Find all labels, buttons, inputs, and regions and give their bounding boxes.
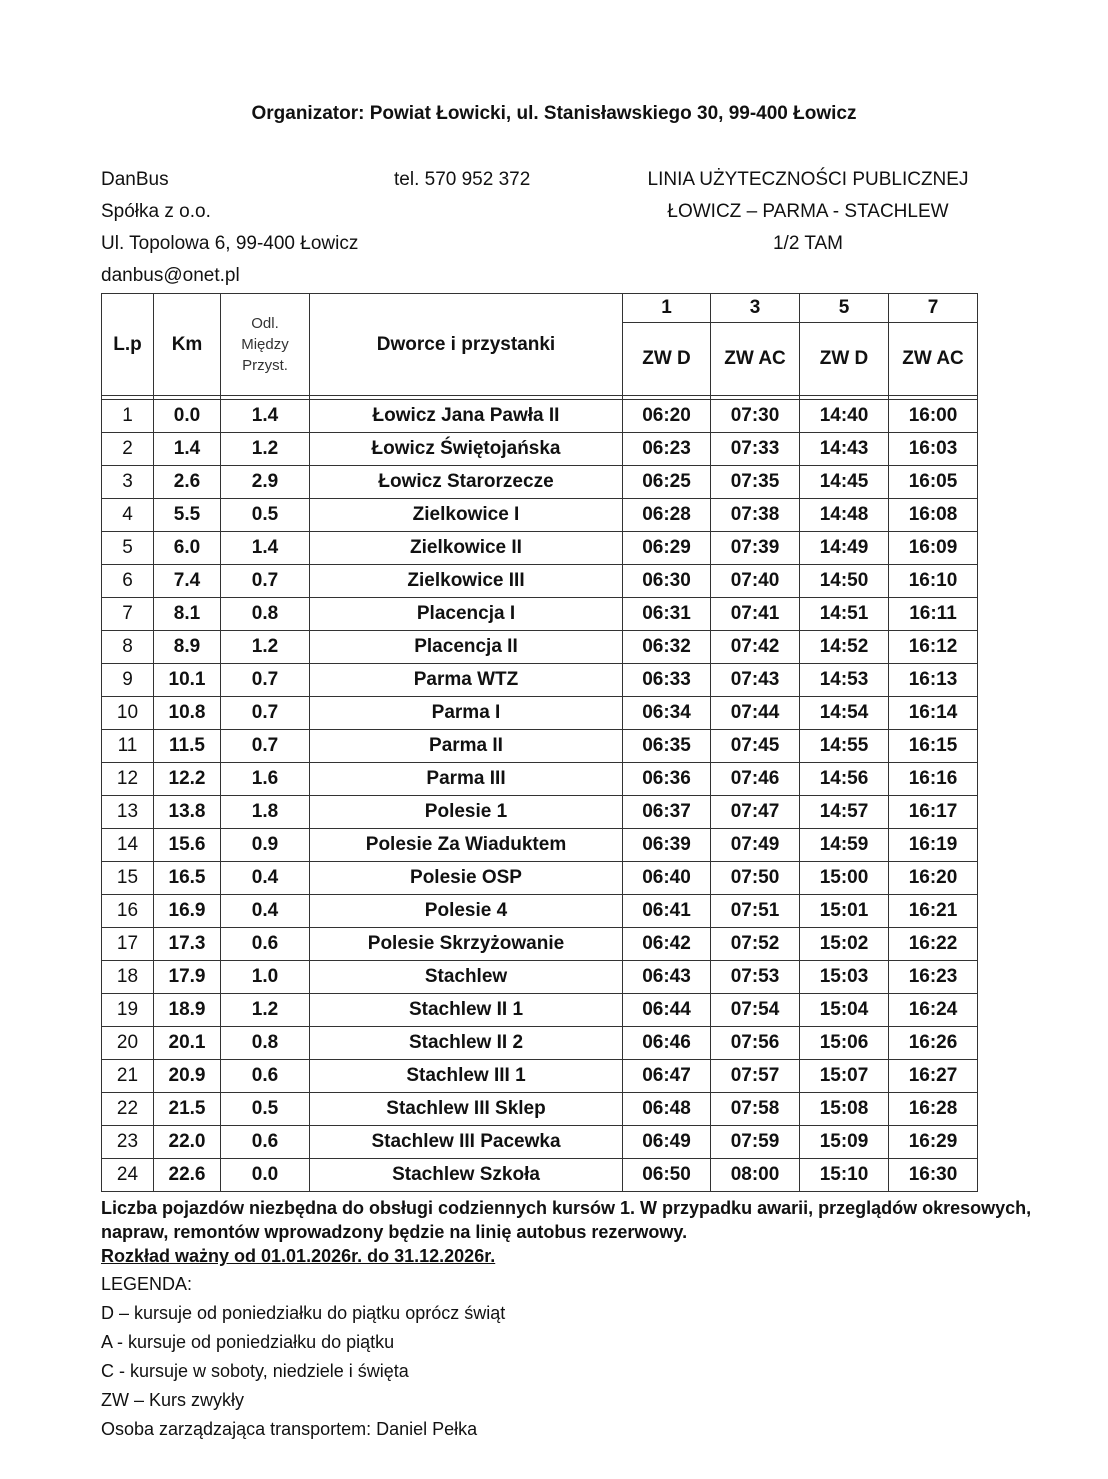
row-departure-time: 07:47: [711, 796, 800, 829]
table-row: [102, 895, 978, 928]
row-distance: 1.4: [221, 400, 310, 433]
row-departure-time: 06:32: [623, 631, 711, 664]
row-departure-time: 07:57: [711, 1060, 800, 1093]
row-departure-time: 16:24: [889, 994, 978, 1027]
row-departure-time: 07:52: [711, 928, 800, 961]
row-distance: 2.9: [221, 466, 310, 499]
row-distance: 0.4: [221, 895, 310, 928]
table-row: [102, 961, 978, 994]
row-departure-time: 07:35: [711, 466, 800, 499]
row-km: 2.6: [154, 466, 221, 499]
row-departure-time: 07:38: [711, 499, 800, 532]
table-row: [102, 1060, 978, 1093]
row-distance: 0.6: [221, 928, 310, 961]
row-number: 18: [102, 961, 154, 994]
table-row: [102, 1027, 978, 1060]
row-departure-time: 14:57: [800, 796, 889, 829]
timetable: [101, 293, 978, 1192]
row-departure-time: 06:23: [623, 433, 711, 466]
row-stop-name: Zielkowice I: [310, 499, 623, 532]
row-km: 7.4: [154, 565, 221, 598]
row-stop-name: Zielkowice II: [310, 532, 623, 565]
row-departure-time: 06:44: [623, 994, 711, 1027]
row-number: 19: [102, 994, 154, 1027]
row-km: 10.1: [154, 664, 221, 697]
row-km: 5.5: [154, 499, 221, 532]
row-number: 13: [102, 796, 154, 829]
row-number: 3: [102, 466, 154, 499]
row-stop-name: Polesie OSP: [310, 862, 623, 895]
row-number: 14: [102, 829, 154, 862]
table-row: [102, 1159, 978, 1192]
row-departure-time: 14:50: [800, 565, 889, 598]
row-km: 17.3: [154, 928, 221, 961]
row-departure-time: 06:43: [623, 961, 711, 994]
row-stop-name: Parma I: [310, 697, 623, 730]
row-departure-time: 15:01: [800, 895, 889, 928]
row-km: 21.5: [154, 1093, 221, 1126]
row-stop-name: Parma II: [310, 730, 623, 763]
row-number: 6: [102, 565, 154, 598]
row-number: 20: [102, 1027, 154, 1060]
row-departure-time: 16:10: [889, 565, 978, 598]
row-distance: 0.7: [221, 565, 310, 598]
row-departure-time: 07:51: [711, 895, 800, 928]
row-departure-time: 07:59: [711, 1126, 800, 1159]
table-row: [102, 994, 978, 1027]
legend-item: A - kursuje od poniedziałku do piątku: [101, 1332, 395, 1352]
row-number: 21: [102, 1060, 154, 1093]
table-row: [102, 730, 978, 763]
row-number: 17: [102, 928, 154, 961]
row-distance: 0.7: [221, 664, 310, 697]
row-stop-name: Stachlew III Sklep: [310, 1093, 623, 1126]
course-code: ZW D: [800, 323, 889, 396]
legend-item: ZW – Kurs zwykły: [101, 1390, 245, 1410]
row-departure-time: 14:45: [800, 466, 889, 499]
row-departure-time: 16:14: [889, 697, 978, 730]
row-number: 11: [102, 730, 154, 763]
row-departure-time: 16:05: [889, 466, 978, 499]
row-km: 12.2: [154, 763, 221, 796]
row-departure-time: 06:47: [623, 1060, 711, 1093]
row-number: 22: [102, 1093, 154, 1126]
row-km: 6.0: [154, 532, 221, 565]
row-km: 17.9: [154, 961, 221, 994]
table-row: [102, 1093, 978, 1126]
table-row: [102, 928, 978, 961]
row-departure-time: 07:45: [711, 730, 800, 763]
col-header-lp: L.p: [102, 294, 154, 396]
row-departure-time: 15:02: [800, 928, 889, 961]
row-distance: 1.2: [221, 631, 310, 664]
row-distance: 1.8: [221, 796, 310, 829]
row-departure-time: 16:13: [889, 664, 978, 697]
row-departure-time: 15:03: [800, 961, 889, 994]
row-stop-name: Polesie 4: [310, 895, 623, 928]
row-departure-time: 06:42: [623, 928, 711, 961]
row-departure-time: 07:41: [711, 598, 800, 631]
row-departure-time: 07:49: [711, 829, 800, 862]
row-departure-time: 14:40: [800, 400, 889, 433]
row-departure-time: 16:29: [889, 1126, 978, 1159]
row-stop-name: Polesie Za Wiaduktem: [310, 829, 623, 862]
row-stop-name: Stachlew II 2: [310, 1027, 623, 1060]
table-row: [102, 499, 978, 532]
row-stop-name: Parma III: [310, 763, 623, 796]
row-departure-time: 16:28: [889, 1093, 978, 1126]
legend-title: LEGENDA:: [101, 1274, 193, 1294]
table-row: [102, 829, 978, 862]
organizer-heading: Organizator: Powiat Łowicki, ul. Stanisławskiego 30, 99-400 Łowicz: [251, 103, 857, 124]
row-departure-time: 07:50: [711, 862, 800, 895]
row-departure-time: 06:35: [623, 730, 711, 763]
table-row: [102, 532, 978, 565]
legend: [101, 1270, 505, 1444]
row-km: 18.9: [154, 994, 221, 1027]
operator-form: Spółka z o.o.: [101, 201, 211, 222]
row-distance: 0.5: [221, 1093, 310, 1126]
row-departure-time: 15:08: [800, 1093, 889, 1126]
table-row: [102, 1126, 978, 1159]
row-departure-time: 06:39: [623, 829, 711, 862]
table-row: [102, 796, 978, 829]
row-departure-time: 07:46: [711, 763, 800, 796]
vehicles-note-line2: napraw, remontów wprowadzony będzie na linię autobus rezerwowy.: [101, 1222, 688, 1242]
row-distance: 0.9: [221, 829, 310, 862]
row-number: 9: [102, 664, 154, 697]
row-departure-time: 16:12: [889, 631, 978, 664]
course-code: ZW D: [623, 323, 711, 396]
row-departure-time: 16:26: [889, 1027, 978, 1060]
row-departure-time: 06:37: [623, 796, 711, 829]
row-distance: 0.6: [221, 1126, 310, 1159]
row-departure-time: 07:54: [711, 994, 800, 1027]
course-number: 1: [623, 294, 711, 323]
row-departure-time: 16:22: [889, 928, 978, 961]
row-number: 12: [102, 763, 154, 796]
row-departure-time: 07:56: [711, 1027, 800, 1060]
row-stop-name: Polesie Skrzyżowanie: [310, 928, 623, 961]
row-stop-name: Stachlew II 1: [310, 994, 623, 1027]
row-departure-time: 14:48: [800, 499, 889, 532]
row-number: 23: [102, 1126, 154, 1159]
row-departure-time: 16:16: [889, 763, 978, 796]
row-distance: 1.4: [221, 532, 310, 565]
row-departure-time: 16:19: [889, 829, 978, 862]
row-departure-time: 06:46: [623, 1027, 711, 1060]
line-direction: 1/2 TAM: [772, 233, 844, 254]
row-departure-time: 16:00: [889, 400, 978, 433]
col-header-distance: Odl. Między Przyst.: [221, 294, 310, 396]
row-departure-time: 07:39: [711, 532, 800, 565]
row-departure-time: 07:30: [711, 400, 800, 433]
row-departure-time: 16:23: [889, 961, 978, 994]
row-departure-time: 06:31: [623, 598, 711, 631]
operator-info: [101, 164, 358, 292]
operator-address: Ul. Topolowa 6, 99-400 Łowicz: [101, 233, 359, 254]
row-km: 8.9: [154, 631, 221, 664]
row-number: 8: [102, 631, 154, 664]
row-distance: 0.8: [221, 598, 310, 631]
row-stop-name: Stachlew III 1: [310, 1060, 623, 1093]
row-departure-time: 06:36: [623, 763, 711, 796]
row-departure-time: 14:49: [800, 532, 889, 565]
operator-phone: tel. 570 952 372: [394, 169, 531, 190]
row-departure-time: 06:30: [623, 565, 711, 598]
table-row: [102, 631, 978, 664]
row-departure-time: 14:51: [800, 598, 889, 631]
row-departure-time: 15:00: [800, 862, 889, 895]
row-departure-time: 06:20: [623, 400, 711, 433]
row-number: 7: [102, 598, 154, 631]
row-stop-name: Placencja II: [310, 631, 623, 664]
transport-manager: Osoba zarządzająca transportem: Daniel Pełka: [101, 1419, 478, 1439]
line-info: [620, 164, 996, 260]
row-departure-time: 14:52: [800, 631, 889, 664]
row-departure-time: 07:53: [711, 961, 800, 994]
row-number: 24: [102, 1159, 154, 1192]
row-departure-time: 16:27: [889, 1060, 978, 1093]
table-row: [102, 400, 978, 433]
col-header-km: Km: [154, 294, 221, 396]
row-departure-time: 15:06: [800, 1027, 889, 1060]
row-km: 10.8: [154, 697, 221, 730]
row-stop-name: Łowicz Starorzecze: [310, 466, 623, 499]
row-number: 15: [102, 862, 154, 895]
row-departure-time: 06:40: [623, 862, 711, 895]
line-route: ŁOWICZ – PARMA - STACHLEW: [667, 201, 949, 222]
row-departure-time: 14:43: [800, 433, 889, 466]
row-departure-time: 08:00: [711, 1159, 800, 1192]
operator-name: DanBus: [101, 169, 169, 190]
course-number: 5: [800, 294, 889, 323]
row-departure-time: 15:07: [800, 1060, 889, 1093]
row-departure-time: 16:17: [889, 796, 978, 829]
vehicles-note-line1: Liczba pojazdów niezbędna do obsługi codziennych kursów 1. W przypadku awarii, przeglądów okresowych,: [101, 1198, 1032, 1218]
row-departure-time: 06:34: [623, 697, 711, 730]
row-departure-time: 06:33: [623, 664, 711, 697]
row-stop-name: Stachlew Szkoła: [310, 1159, 623, 1192]
course-code: ZW AC: [711, 323, 800, 396]
row-distance: 1.6: [221, 763, 310, 796]
row-km: 20.1: [154, 1027, 221, 1060]
table-row: [102, 664, 978, 697]
row-distance: 1.0: [221, 961, 310, 994]
row-departure-time: 16:15: [889, 730, 978, 763]
notes: [101, 1196, 1031, 1268]
table-row: [102, 433, 978, 466]
row-number: 10: [102, 697, 154, 730]
row-departure-time: 14:54: [800, 697, 889, 730]
row-departure-time: 16:08: [889, 499, 978, 532]
table-row: [102, 862, 978, 895]
row-stop-name: Stachlew III Pacewka: [310, 1126, 623, 1159]
row-km: 11.5: [154, 730, 221, 763]
row-departure-time: 16:30: [889, 1159, 978, 1192]
row-stop-name: Zielkowice III: [310, 565, 623, 598]
row-departure-time: 14:56: [800, 763, 889, 796]
row-stop-name: Łowicz Świętojańska: [310, 433, 623, 466]
row-departure-time: 06:29: [623, 532, 711, 565]
row-departure-time: 06:28: [623, 499, 711, 532]
table-row: [102, 598, 978, 631]
row-km: 16.9: [154, 895, 221, 928]
line-type: LINIA UŻYTECZNOŚCI PUBLICZNEJ: [647, 169, 969, 190]
row-distance: 0.4: [221, 862, 310, 895]
row-distance: 0.7: [221, 730, 310, 763]
row-distance: 0.5: [221, 499, 310, 532]
table-row: [102, 565, 978, 598]
table-row: [102, 697, 978, 730]
row-distance: 0.0: [221, 1159, 310, 1192]
row-stop-name: Parma WTZ: [310, 664, 623, 697]
row-km: 22.6: [154, 1159, 221, 1192]
table-row: [102, 466, 978, 499]
row-number: 1: [102, 400, 154, 433]
table-row: [102, 763, 978, 796]
row-distance: 0.6: [221, 1060, 310, 1093]
row-stop-name: Łowicz Jana Pawła II: [310, 400, 623, 433]
row-km: 0.0: [154, 400, 221, 433]
row-departure-time: 06:50: [623, 1159, 711, 1192]
row-departure-time: 15:04: [800, 994, 889, 1027]
row-distance: 0.7: [221, 697, 310, 730]
operator-email: danbus@onet.pl: [101, 265, 240, 286]
row-stop-name: Stachlew: [310, 961, 623, 994]
row-departure-time: 15:10: [800, 1159, 889, 1192]
row-departure-time: 07:40: [711, 565, 800, 598]
legend-item: C - kursuje w soboty, niedziele i święta: [101, 1361, 409, 1381]
row-departure-time: 14:55: [800, 730, 889, 763]
row-stop-name: Placencja I: [310, 598, 623, 631]
row-number: 4: [102, 499, 154, 532]
row-departure-time: 14:59: [800, 829, 889, 862]
row-km: 8.1: [154, 598, 221, 631]
row-departure-time: 06:25: [623, 466, 711, 499]
row-distance: 0.8: [221, 1027, 310, 1060]
row-departure-time: 16:21: [889, 895, 978, 928]
row-departure-time: 07:43: [711, 664, 800, 697]
row-departure-time: 16:09: [889, 532, 978, 565]
row-departure-time: 07:33: [711, 433, 800, 466]
course-number: 7: [889, 294, 978, 323]
row-distance: 1.2: [221, 433, 310, 466]
row-stop-name: Polesie 1: [310, 796, 623, 829]
row-number: 5: [102, 532, 154, 565]
row-departure-time: 07:42: [711, 631, 800, 664]
row-departure-time: 16:03: [889, 433, 978, 466]
row-km: 22.0: [154, 1126, 221, 1159]
col-header-stop: Dworce i przystanki: [310, 294, 623, 396]
row-number: 16: [102, 895, 154, 928]
row-departure-time: 07:44: [711, 697, 800, 730]
legend-item: D – kursuje od poniedziałku do piątku oprócz świąt: [101, 1303, 506, 1323]
row-departure-time: 06:48: [623, 1093, 711, 1126]
row-km: 15.6: [154, 829, 221, 862]
validity-note: Rozkład ważny od 01.01.2026r. do 31.12.2026r.: [101, 1246, 496, 1266]
row-km: 13.8: [154, 796, 221, 829]
row-distance: 1.2: [221, 994, 310, 1027]
row-departure-time: 07:58: [711, 1093, 800, 1126]
row-number: 2: [102, 433, 154, 466]
row-km: 20.9: [154, 1060, 221, 1093]
row-departure-time: 14:53: [800, 664, 889, 697]
row-km: 1.4: [154, 433, 221, 466]
course-code: ZW AC: [889, 323, 978, 396]
row-departure-time: 16:20: [889, 862, 978, 895]
row-km: 16.5: [154, 862, 221, 895]
row-departure-time: 06:41: [623, 895, 711, 928]
row-departure-time: 15:09: [800, 1126, 889, 1159]
row-departure-time: 16:11: [889, 598, 978, 631]
row-departure-time: 06:49: [623, 1126, 711, 1159]
course-number: 3: [711, 294, 800, 323]
